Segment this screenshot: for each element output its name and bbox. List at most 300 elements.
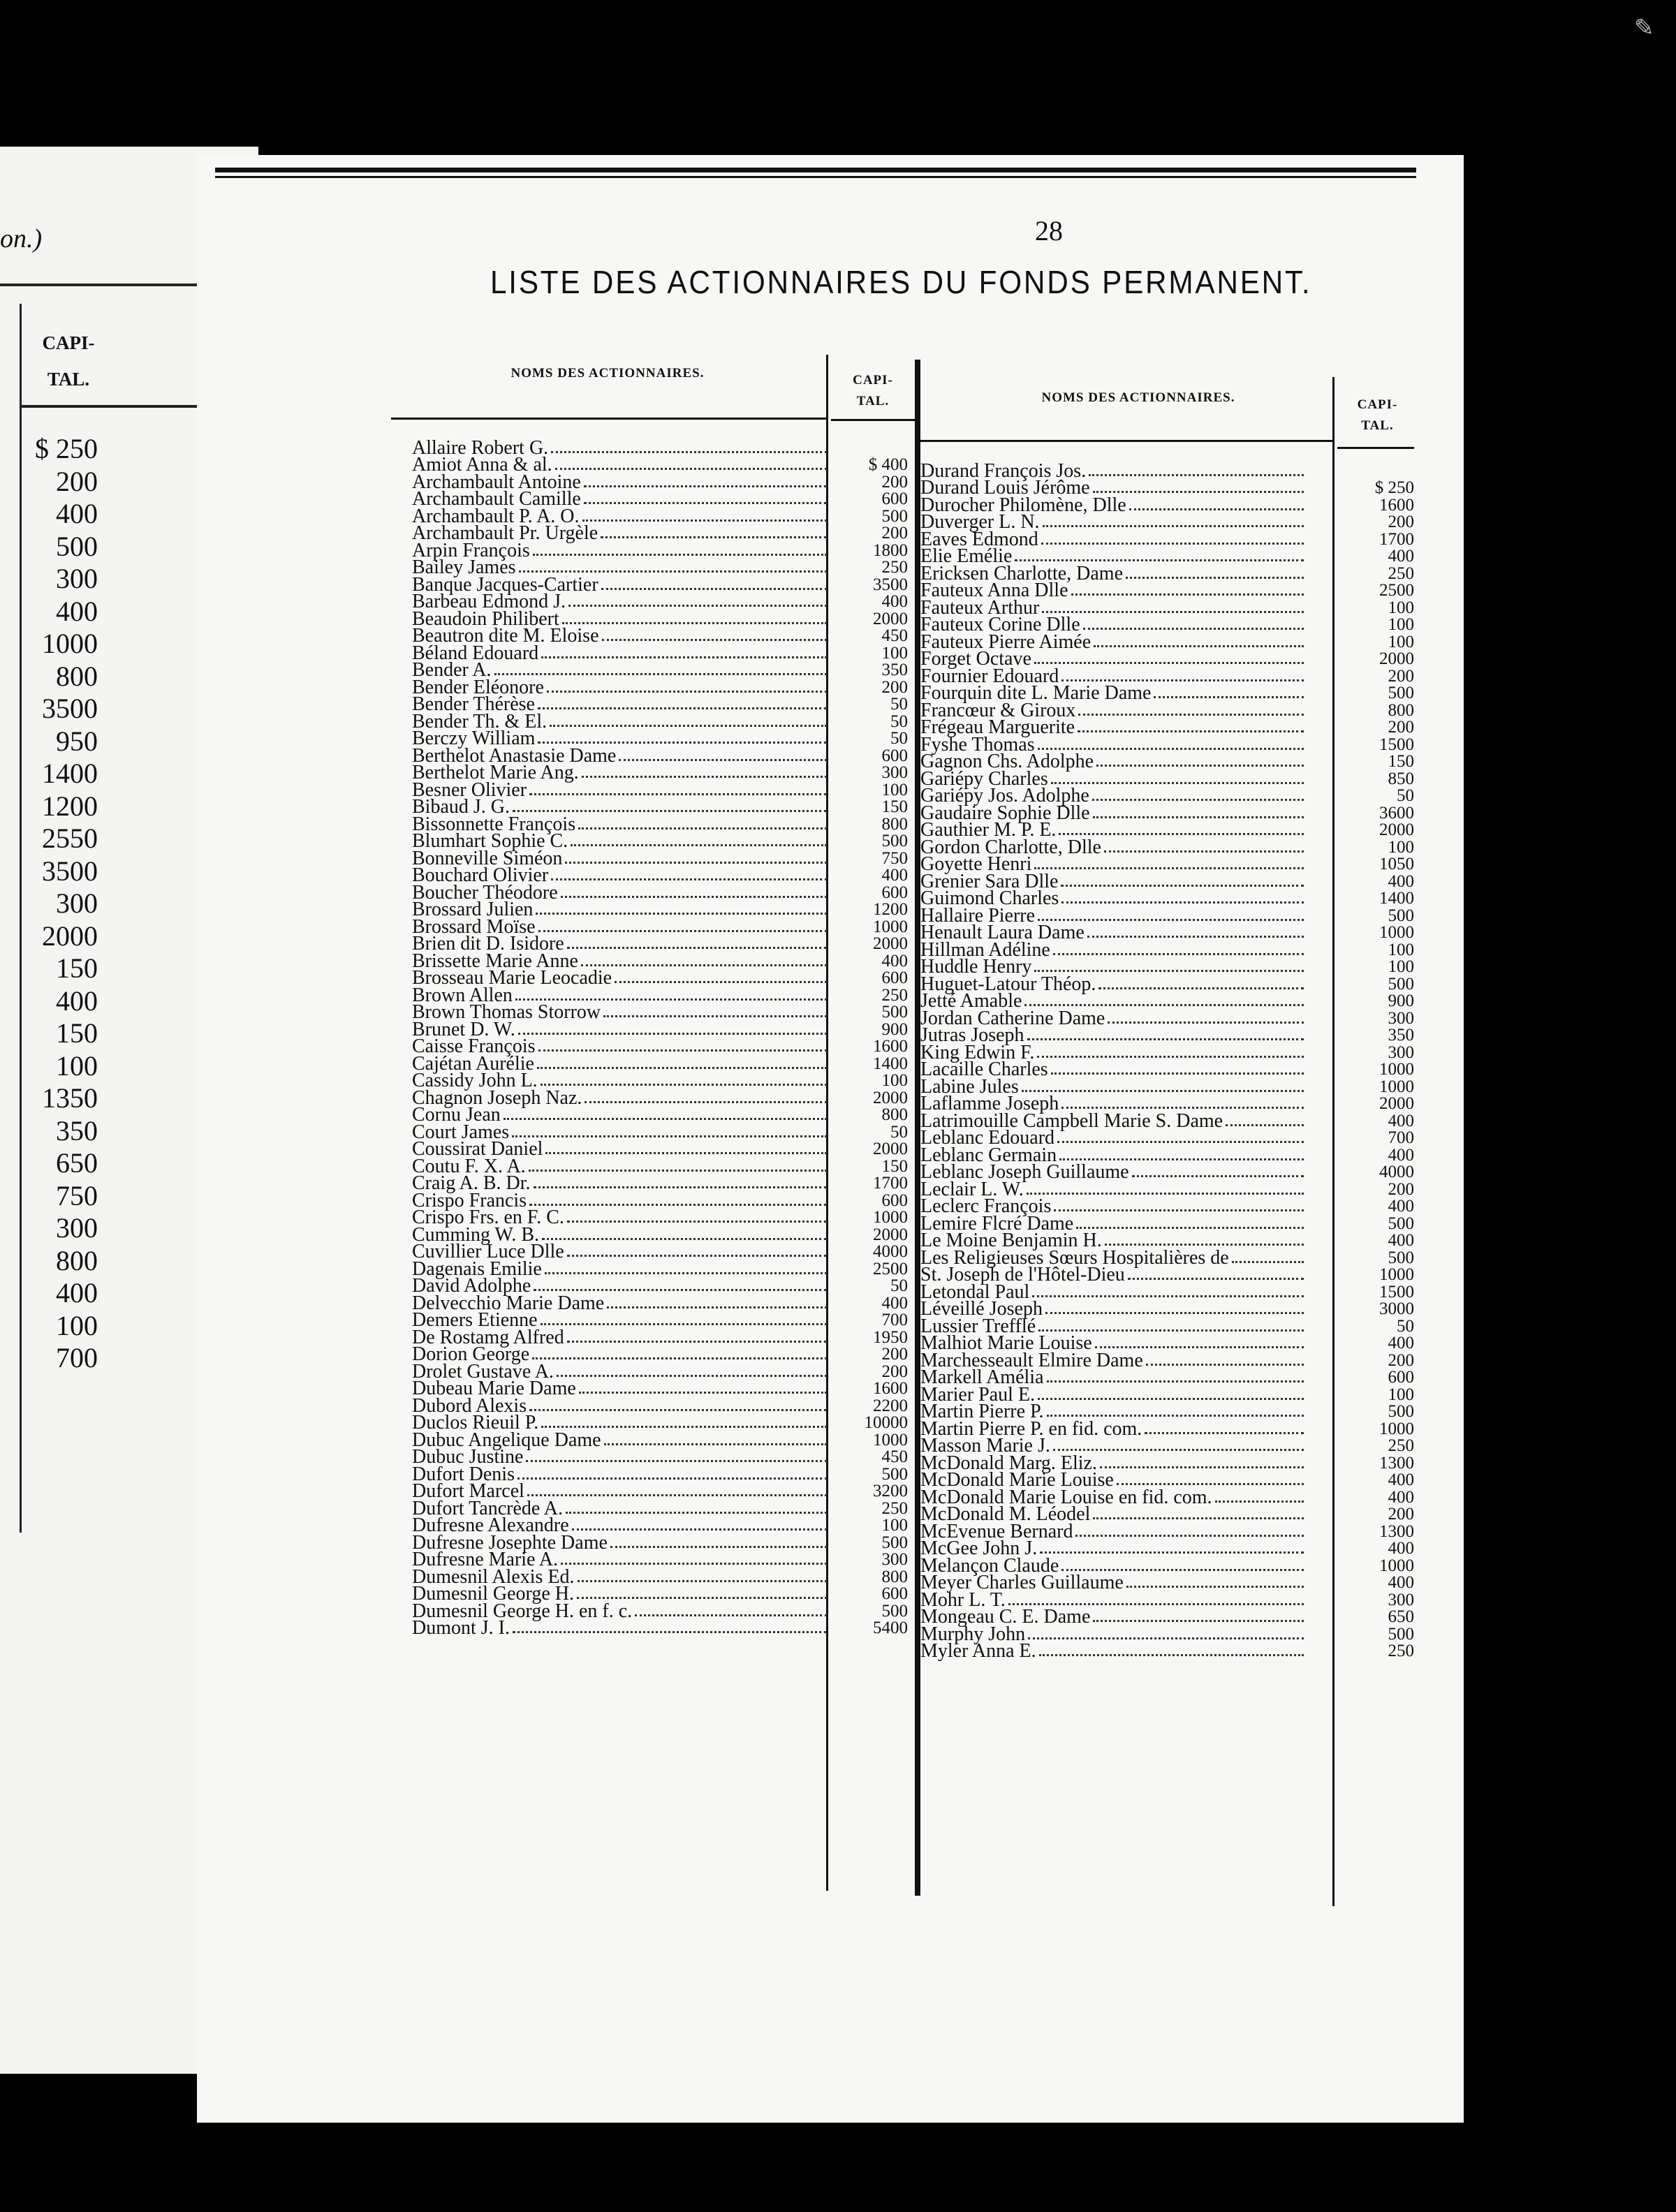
previous-page-capital-value: 800 <box>56 1244 98 1276</box>
right-shareholder-name: Les Religieuses Sœurs Hospitalières de <box>920 1246 1229 1269</box>
leader-dots <box>1034 867 1304 869</box>
left-capital-value: 50 <box>890 1122 908 1142</box>
left-capital-value: 800 <box>881 1105 908 1124</box>
left-shareholder-name: Boucher Théodore <box>412 881 558 904</box>
left-shareholder-name: Arpin François <box>412 539 530 561</box>
leader-dots <box>601 588 827 590</box>
leader-dots <box>1078 714 1304 716</box>
leader-dots <box>541 1426 827 1428</box>
left-shareholder-name: Brosseau Marie Leocadie <box>412 967 612 989</box>
right-header-separator <box>920 440 1332 442</box>
right-shareholder-name: Fauteux Arthur <box>920 596 1040 619</box>
right-shareholder-name: Forget Octave <box>920 648 1031 670</box>
leader-dots <box>1039 1654 1304 1656</box>
right-shareholder-name: Meyer Charles Guillaume <box>920 1572 1124 1593</box>
leader-dots <box>567 1221 827 1223</box>
leader-dots <box>1037 1056 1304 1058</box>
left-shareholder-name: Dorion George <box>412 1343 530 1365</box>
leader-dots <box>517 1477 827 1480</box>
left-capital-value: 50 <box>890 711 908 731</box>
left-capital-value: 250 <box>881 1498 908 1518</box>
right-shareholder-name: St. Joseph de l'Hôtel-Dieu <box>920 1264 1125 1285</box>
leader-dots <box>1126 1586 1304 1588</box>
left-shareholder-name: Brunet D. W. <box>412 1018 515 1040</box>
right-capital-value: 100 <box>1388 1385 1414 1404</box>
right-capital-value: 300 <box>1388 1590 1414 1609</box>
previous-page-capital-header: CAPI- TAL. <box>42 332 95 390</box>
left-shareholder-name: Dumesnil Alexis Ed. <box>412 1565 575 1588</box>
right-shareholder-name: Letondal Paul <box>920 1281 1030 1303</box>
leader-dots <box>1098 987 1304 989</box>
leader-dots <box>603 1015 827 1017</box>
leader-dots <box>533 554 827 556</box>
leader-dots <box>1027 1038 1304 1040</box>
leader-dots <box>1038 1329 1304 1332</box>
previous-page-capital-value: 1200 <box>42 790 98 822</box>
right-capital-value: 2000 <box>1379 1094 1414 1113</box>
left-capital-value: 800 <box>881 1567 908 1586</box>
right-capital-value: 50 <box>1397 786 1414 805</box>
previous-page-capital-value: $ 250 <box>35 433 98 464</box>
leader-dots <box>1096 765 1304 767</box>
leader-dots <box>1059 1158 1304 1160</box>
left-shareholder-name: Amiot Anna & al. <box>412 454 552 475</box>
left-capital-value: 1200 <box>873 900 908 919</box>
leader-dots <box>1022 1090 1304 1092</box>
leader-dots <box>1117 1483 1304 1485</box>
left-shareholder-name: Cajétan Aurélie <box>412 1052 534 1075</box>
left-capital-value: 450 <box>881 1447 908 1466</box>
right-capital-value: 200 <box>1388 1179 1414 1199</box>
leader-dots <box>1093 816 1304 818</box>
left-shareholder-name: Dubuc Angelique Dame <box>412 1429 601 1451</box>
leader-dots <box>584 485 827 487</box>
left-capital-value: 250 <box>881 985 908 1005</box>
left-capital-value: 100 <box>881 643 908 663</box>
leader-dots <box>1038 919 1304 921</box>
left-shareholder-name: Bender Eléonore <box>412 676 544 698</box>
previous-page-capital-value: 300 <box>56 1212 98 1244</box>
previous-page-capital-value: 300 <box>56 563 98 594</box>
left-shareholder-name: Besner Olivier <box>412 779 527 801</box>
left-capital-value: 200 <box>881 472 908 492</box>
left-shareholder-name: Dumont J. I. <box>412 1617 510 1639</box>
right-shareholder-name: Guimond Charles <box>920 887 1059 909</box>
page-title: LISTE DES ACTIONNAIRES DU FONDS PERMANENT. <box>490 264 1312 300</box>
left-shareholder-name: Barbeau Edmond J. <box>412 591 566 612</box>
left-shareholder-name: Delvecchio Marie Dame <box>412 1292 605 1314</box>
right-shareholder-name: Leclerc François <box>920 1195 1052 1217</box>
right-shareholder-name: Fourquin dite L. Marie Dame <box>920 682 1152 704</box>
leader-dots <box>1061 679 1304 681</box>
right-shareholder-name: McEvenue Bernard <box>920 1520 1073 1542</box>
left-capital-value: 600 <box>881 1584 908 1603</box>
left-capital-value: 2000 <box>873 609 908 628</box>
leader-dots <box>1132 1175 1304 1177</box>
right-capital-value: 50 <box>1397 1316 1414 1336</box>
right-capital-value: 1000 <box>1379 1556 1414 1575</box>
leader-dots <box>542 1238 827 1240</box>
previous-page-header-fragment: on.) <box>0 224 43 253</box>
leader-dots <box>538 707 827 709</box>
right-capital-value: 400 <box>1388 1111 1414 1130</box>
left-shareholder-name: Brissette Marie Anne <box>412 950 578 972</box>
right-capital-value: 1000 <box>1379 1419 1414 1438</box>
left-shareholder-name: Bouchard Olivier <box>412 864 549 886</box>
left-shareholder-name: Bender Thérèse <box>412 693 535 715</box>
left-shareholder-name: Beaudoin Philibert <box>412 607 559 630</box>
right-capital-value: 400 <box>1388 1573 1414 1592</box>
previous-page-capital-value: 650 <box>56 1147 98 1179</box>
leader-dots <box>538 930 827 932</box>
leader-dots <box>541 1084 827 1086</box>
leader-dots <box>1053 1449 1304 1451</box>
left-capital-value: 400 <box>881 866 908 885</box>
right-capital-value: 500 <box>1388 1248 1414 1267</box>
left-capital-value: 50 <box>890 729 908 748</box>
previous-page-capital-value: 400 <box>56 985 98 1017</box>
leader-dots <box>1075 1535 1304 1537</box>
right-shareholder-name: Eaves Edmond <box>920 528 1038 550</box>
leader-dots <box>1028 1637 1304 1639</box>
left-shareholder-name: Cornu Jean <box>412 1104 501 1126</box>
leader-dots <box>1024 1004 1304 1006</box>
right-shareholder-name: Gaudaire Sophie Dlle <box>920 802 1090 824</box>
right-shareholder-name: Mongeau C. E. Dame <box>920 1606 1091 1628</box>
left-capital-value: 750 <box>881 848 908 868</box>
left-shareholder-name: Dufort Denis <box>412 1463 515 1485</box>
left-shareholder-name: Brown Allen <box>412 984 513 1006</box>
left-shareholder-name: Archambault Pr. Urgèle <box>412 522 598 544</box>
leader-dots <box>551 878 827 880</box>
leader-dots <box>547 691 827 693</box>
left-capital-value: 500 <box>881 506 908 526</box>
left-capital-value: 1600 <box>873 1037 908 1056</box>
leader-dots <box>534 1289 827 1291</box>
leader-dots <box>1051 782 1304 784</box>
left-shareholder-name: Crispo Francis <box>412 1189 527 1211</box>
right-capital-value: 500 <box>1388 906 1414 925</box>
left-shareholder-name: Crispo Frs. en F. C. <box>412 1207 564 1228</box>
left-capital-value: 2000 <box>873 1225 908 1244</box>
right-shareholder-name: Leclair L. W. <box>920 1178 1024 1200</box>
leader-dots <box>557 1375 827 1377</box>
leader-dots <box>532 1357 827 1359</box>
leader-dots <box>579 1392 827 1394</box>
right-shareholder-name: Masson Marie J. <box>920 1435 1050 1457</box>
right-capital-value: 650 <box>1388 1607 1414 1626</box>
leader-dots <box>503 1118 827 1120</box>
previous-page-capital-value: 750 <box>56 1179 98 1211</box>
left-shareholder-name: Duclos Rieuil P. <box>412 1412 539 1433</box>
right-shareholder-name: Frégeau Marguerite <box>920 716 1075 738</box>
right-capital-value: 100 <box>1388 632 1414 651</box>
leader-dots <box>1041 543 1304 545</box>
right-shareholder-name: Francœur & Giroux <box>920 699 1076 721</box>
left-capital-value: 2200 <box>873 1396 908 1415</box>
leader-dots <box>615 981 827 983</box>
previous-page-capital-value: 800 <box>56 660 98 692</box>
previous-page-capital-value: 200 <box>56 465 98 497</box>
left-shareholder-name: Dufresne Alexandre <box>412 1514 569 1536</box>
leader-dots <box>1105 1244 1304 1246</box>
left-capital-value: 4000 <box>873 1242 908 1261</box>
left-capital-value: 150 <box>881 1156 908 1176</box>
leader-dots <box>538 1049 827 1052</box>
leader-dots <box>541 1323 827 1325</box>
left-shareholder-name: Dagenais Emilie <box>412 1258 542 1280</box>
right-shareholder-name: Fournier Edouard <box>920 665 1059 687</box>
left-shareholder-name: Dubord Alexis <box>412 1394 527 1417</box>
right-capital-value: 1300 <box>1379 1453 1414 1473</box>
leader-dots <box>1043 525 1304 527</box>
right-shareholder-name: Leblanc Edouard <box>920 1127 1055 1149</box>
right-capital-value: 200 <box>1388 718 1414 737</box>
left-capital-value: 1800 <box>873 540 908 560</box>
leader-dots <box>1027 1193 1304 1195</box>
right-shareholder-name: Jetté Amable <box>920 990 1022 1012</box>
leader-dots <box>527 1494 827 1496</box>
right-capital-value: 200 <box>1388 513 1414 531</box>
left-shareholder-name: Dubuc Justine <box>412 1446 524 1468</box>
leader-dots <box>1059 833 1304 835</box>
left-shareholder-name: Dufort Tancrède A. <box>412 1497 564 1519</box>
left-shareholder-name: Dumesnil George H. <box>412 1583 574 1605</box>
leader-dots <box>571 844 827 846</box>
leader-dots <box>545 1272 827 1274</box>
left-shareholder-name: Bailey James <box>412 556 516 578</box>
left-shareholder-name: Dufresne Josephte Dame <box>412 1531 608 1554</box>
right-shareholder-name: Durand François Jos. <box>920 459 1087 482</box>
previous-page-capital-value: 950 <box>56 725 98 757</box>
left-shareholder-name: Allaire Robert G. <box>412 436 549 459</box>
right-capital-value: 4000 <box>1379 1163 1414 1181</box>
right-shareholder-name: Leblanc Germain <box>920 1144 1057 1166</box>
left-capital-value: 3500 <box>873 575 908 594</box>
left-shareholder-name: De Rostamg Alfred <box>412 1326 564 1348</box>
left-shareholder-name: Chagnon Joseph Naz. <box>412 1086 582 1109</box>
right-shareholder-name: Jutras Joseph <box>920 1024 1024 1046</box>
leader-dots <box>1008 1603 1304 1605</box>
right-capital-value: 300 <box>1388 1042 1414 1062</box>
leader-dots <box>1092 799 1304 801</box>
leader-dots <box>1071 593 1304 596</box>
leader-dots <box>545 1152 827 1154</box>
left-shareholder-name: Brien dit D. Isidore <box>412 933 564 954</box>
leader-dots <box>1089 474 1304 476</box>
right-shareholder-name: Lemire Flcré Dame <box>920 1212 1074 1234</box>
previous-page-capital-value: 700 <box>56 1342 98 1373</box>
left-entry <box>412 1617 831 1639</box>
capital-header-right: CAPI- TAL. <box>1357 397 1398 433</box>
left-shareholder-name: Brossard Moïse <box>412 915 536 938</box>
right-names-column <box>920 459 1308 1662</box>
leader-dots <box>635 1614 827 1616</box>
left-shareholder-name: Demers Etienne <box>412 1309 538 1331</box>
right-shareholder-name: Marchesseault Elmire Dame <box>920 1349 1143 1371</box>
right-capital-value: 400 <box>1388 1334 1414 1352</box>
leader-dots <box>529 1170 827 1172</box>
right-capital-value: 1400 <box>1379 889 1414 908</box>
left-shareholder-name: Caisse François <box>412 1035 536 1057</box>
leader-dots <box>529 1204 827 1206</box>
left-shareholder-name: Beautron dite M. Eloise <box>412 625 599 647</box>
leader-dots <box>566 1512 827 1514</box>
previous-page-capital-value: 150 <box>56 1017 98 1049</box>
right-capital-value: 1000 <box>1379 1265 1414 1284</box>
right-capital-value: 100 <box>1388 837 1414 857</box>
leader-dots <box>582 519 827 522</box>
left-shareholder-name: Berthelot Marie Ang. <box>412 762 579 783</box>
leader-dots <box>513 1631 827 1633</box>
leader-dots <box>607 1306 827 1308</box>
left-shareholder-name: Bender A. <box>412 659 492 681</box>
leader-dots <box>515 998 827 1001</box>
left-capital-value: 50 <box>890 695 908 714</box>
leader-dots <box>578 1580 827 1582</box>
left-capital-value: 800 <box>881 814 908 834</box>
right-capital-value: 400 <box>1388 1470 1414 1489</box>
leader-dots <box>561 896 827 898</box>
right-shareholder-name: McDonald M. Léodel <box>920 1503 1091 1525</box>
leader-dots <box>550 725 827 727</box>
right-shareholder-name: McDonald Marie Louise en fid. com. <box>920 1486 1212 1508</box>
leader-dots <box>1034 970 1304 972</box>
right-capital-value: 1500 <box>1379 735 1414 754</box>
left-capital-value: 900 <box>881 1019 908 1039</box>
previous-page-capital-value: 1000 <box>42 628 98 659</box>
right-shareholder-name: Le Moine Benjamin H. <box>920 1230 1102 1251</box>
right-capital-value: 850 <box>1388 769 1414 788</box>
left-capital-value: 10000 <box>864 1413 908 1432</box>
right-shareholder-name: Leblanc Joseph Guillaume <box>920 1161 1129 1183</box>
left-shareholder-name: Bibaud J. G. <box>412 796 510 818</box>
left-shareholder-name: Archambault Antoine <box>412 471 581 493</box>
right-shareholder-name: Hillman Adéline <box>920 938 1050 961</box>
left-shareholder-name: David Adolphe <box>412 1275 531 1297</box>
leader-dots <box>494 673 827 675</box>
left-shareholder-name: Drolet Gustave A. <box>412 1360 554 1382</box>
right-shareholder-name: McGee John J. <box>920 1538 1038 1559</box>
leader-dots <box>1040 1551 1304 1554</box>
right-shareholder-name: Durand Louis Jérôme <box>920 477 1090 499</box>
right-capital-value: 200 <box>1388 1350 1414 1370</box>
right-capital-value: 500 <box>1388 684 1414 702</box>
leader-dots <box>581 964 827 966</box>
right-shareholder-name: Gariépy Charles <box>920 767 1048 790</box>
left-capital-value: 1700 <box>873 1174 908 1193</box>
left-capital-value: 500 <box>881 1601 908 1621</box>
right-capital-value: 500 <box>1388 1624 1414 1644</box>
right-capital-value: 400 <box>1388 1539 1414 1558</box>
leader-dots <box>1015 559 1304 561</box>
left-shareholder-name: Bender Th. & El. <box>412 710 547 732</box>
leader-dots <box>1061 1569 1304 1571</box>
right-capital-value: 100 <box>1388 615 1414 634</box>
right-capital-value: 350 <box>1388 1026 1414 1045</box>
left-capital-value: 1000 <box>873 1208 908 1227</box>
left-capital-value: 100 <box>881 780 908 799</box>
right-shareholder-name: Fauteux Pierre Aimée <box>920 631 1091 653</box>
leader-dots <box>1215 1501 1304 1503</box>
leader-dots <box>601 536 827 538</box>
leader-dots <box>582 776 827 778</box>
right-capital-value: 500 <box>1388 974 1414 994</box>
right-shareholder-name: Huguet-Latour Théop. <box>920 973 1096 995</box>
right-capital-value: 1700 <box>1379 529 1414 549</box>
left-shareholder-name: Archambault P. A. O. <box>412 505 580 527</box>
previous-page-capital-value: 150 <box>56 952 98 984</box>
left-header-separator <box>391 418 828 420</box>
left-capital-value: 600 <box>881 746 908 765</box>
left-capital-value: 1000 <box>873 917 908 936</box>
leader-dots <box>567 1255 827 1257</box>
right-shareholder-name: Myler Anna E. <box>920 1640 1036 1662</box>
left-shareholder-name: Brown Thomas Storrow <box>412 1001 601 1023</box>
left-shareholder-name: Cumming W. B. <box>412 1223 540 1246</box>
leader-dots <box>555 468 827 470</box>
previous-page-capital-value: 3500 <box>42 855 98 887</box>
left-capital-value: 500 <box>881 1464 908 1484</box>
right-shareholder-name: Jordan Catherine Dame <box>920 1007 1105 1029</box>
left-capital-value: 250 <box>881 558 908 577</box>
left-shareholder-name: Dubeau Marie Dame <box>412 1378 576 1399</box>
left-shareholder-name: Dufresne Marie A. <box>412 1549 559 1570</box>
right-shareholder-name: Gauthier M. P. E. <box>920 819 1057 841</box>
leader-dots <box>1145 1432 1304 1434</box>
leader-dots <box>1232 1261 1304 1263</box>
leader-dots <box>1042 611 1304 613</box>
right-shareholder-name: Fauteux Anna Dlle <box>920 580 1068 601</box>
left-shareholder-name: Berthelot Anastasie Dame <box>412 744 617 767</box>
leader-dots <box>1095 1346 1304 1348</box>
left-capital-value: 1600 <box>873 1379 908 1398</box>
right-capital-value: 250 <box>1388 1642 1414 1660</box>
leader-dots <box>1078 730 1304 732</box>
left-capital-value: 50 <box>890 1276 908 1295</box>
left-capital-value: 400 <box>881 1293 908 1313</box>
right-capital-value: 1050 <box>1379 855 1414 873</box>
left-capital-value: 600 <box>881 883 908 902</box>
previous-page-capital-value: 400 <box>56 498 98 529</box>
right-capital-value: 800 <box>1388 700 1414 720</box>
right-capital-value: 2000 <box>1379 649 1414 668</box>
leader-dots <box>1047 1415 1304 1417</box>
left-capital-value: 300 <box>881 763 908 782</box>
previous-page-capital-values <box>0 433 98 1375</box>
left-capital-value: 200 <box>881 1362 908 1381</box>
right-shareholder-name: Huddle Henry <box>920 956 1032 978</box>
right-shareholder-name: McDonald Marie Louise <box>920 1469 1114 1491</box>
leader-dots <box>1154 696 1304 698</box>
leader-dots <box>518 1033 827 1035</box>
right-shareholder-name: McDonald Marg. Eliz. <box>920 1452 1097 1474</box>
right-shareholder-name: Ericksen Charlotte, Dame <box>920 562 1124 584</box>
left-capital-column <box>810 457 908 1637</box>
left-capital-value: 600 <box>881 489 908 508</box>
leader-dots <box>1128 1278 1304 1280</box>
right-capital-value: 2000 <box>1379 820 1414 839</box>
left-shareholder-name: Archambault Camille <box>412 488 581 510</box>
right-capital-value: 400 <box>1388 547 1414 566</box>
right-shareholder-name: Melançon Claude <box>920 1554 1059 1577</box>
leader-dots <box>1047 1380 1304 1382</box>
leader-dots <box>529 793 827 795</box>
right-capital-value: 900 <box>1388 991 1414 1010</box>
left-shareholder-name: Court James <box>412 1121 510 1143</box>
leader-dots <box>585 1101 827 1103</box>
left-capital-value: 100 <box>881 1071 908 1090</box>
